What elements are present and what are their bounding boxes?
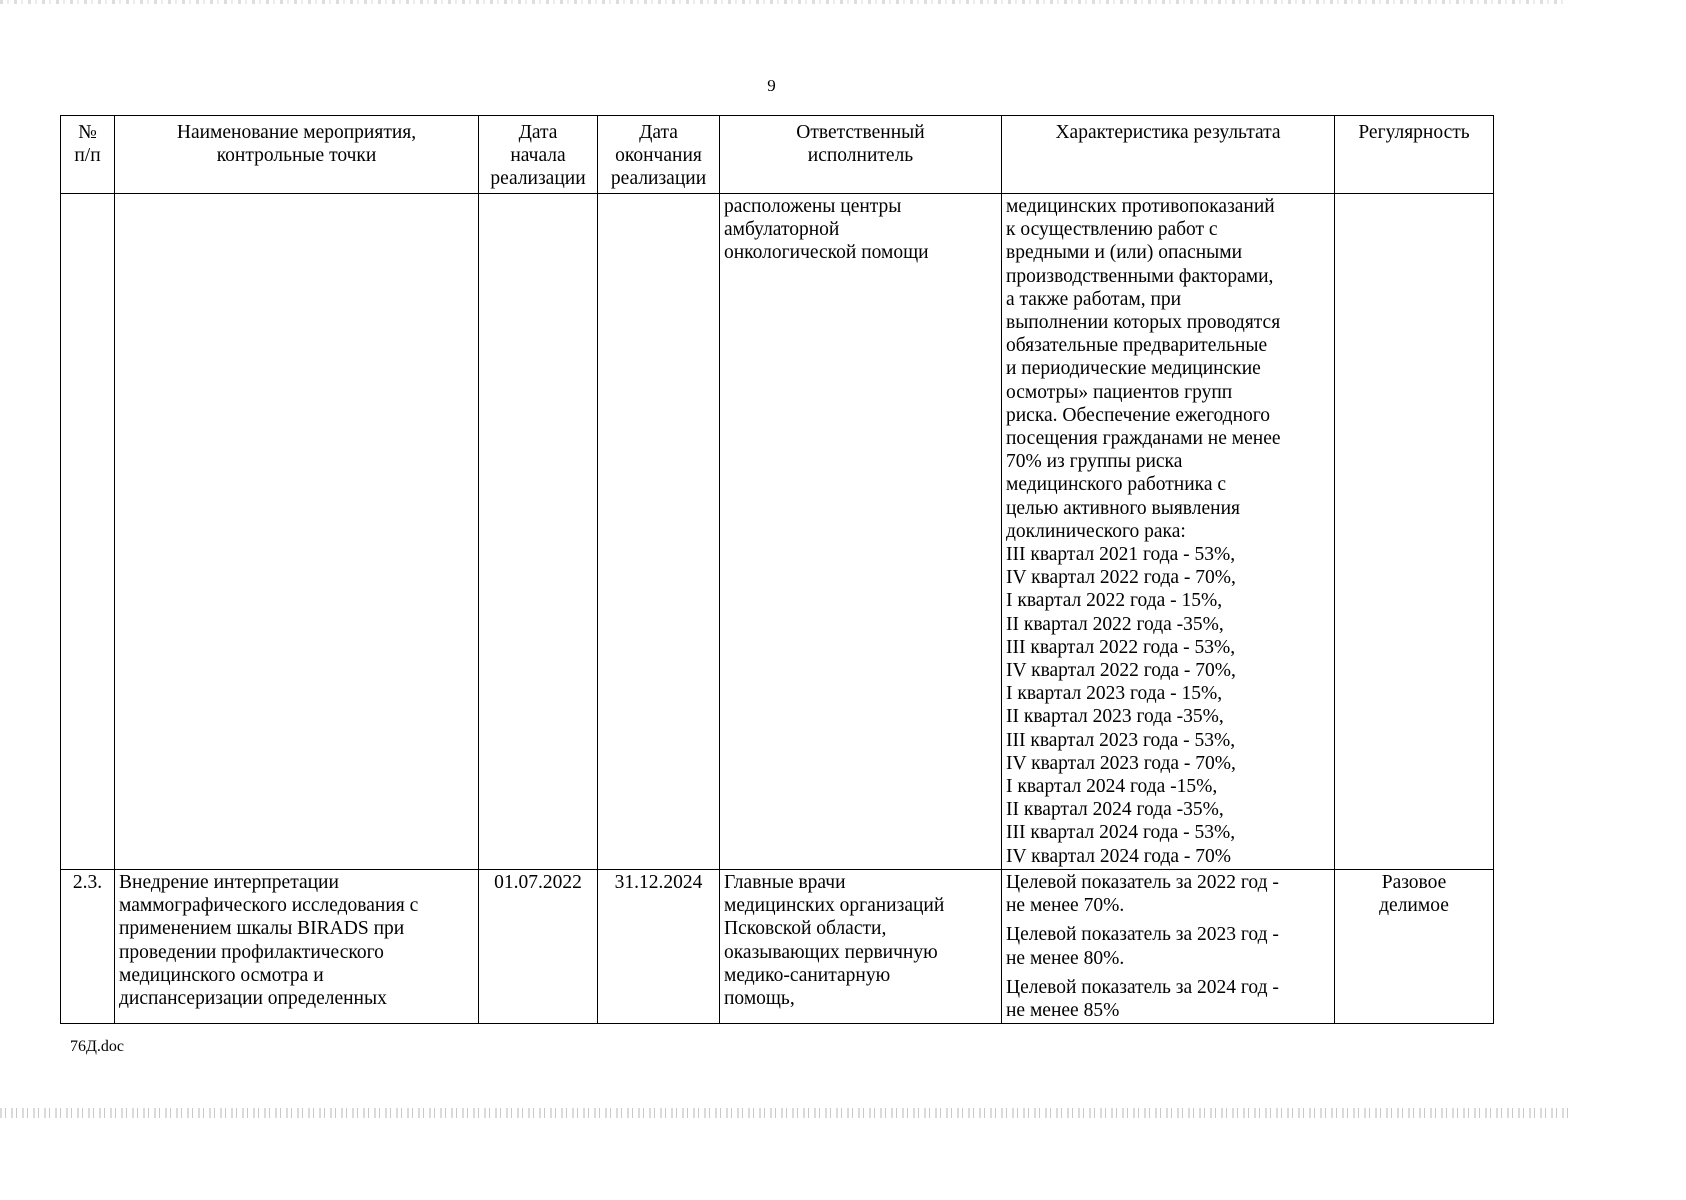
cell-responsible: Главные врачи медицинских организаций Псковской области, оказывающих первичную медико-санитарную помощь, — [720, 869, 1002, 1023]
scan-edge-top — [0, 0, 1568, 4]
table-row-2-3 — [61, 869, 1494, 1023]
cell-end-date — [598, 194, 720, 870]
measures-table — [60, 115, 1494, 1024]
result-paragraph-2023: Целевой показатель за 2023 год - не менее 80%. — [1006, 924, 1279, 969]
cell-regularity — [1335, 194, 1494, 870]
header-result: Характеристика результата — [1002, 116, 1335, 194]
cell-responsible: расположены центры амбулаторной онкологической помощи — [720, 194, 1002, 870]
header-regularity: Регулярность — [1335, 116, 1494, 194]
header-start-date: Дата начала реализации — [479, 116, 598, 194]
cell-regularity: Разовое делимое — [1335, 869, 1494, 1023]
cell-end-date: 31.12.2024 — [598, 869, 720, 1023]
cell-name — [115, 194, 479, 870]
cell-number: 2.3. — [61, 869, 115, 1023]
cell-number — [61, 194, 115, 870]
cell-result: медицинских противопоказаний к осуществлению работ с вредными и (или) опасными производственными факторами, а также работам, при выполнении которых проводятся обязательные предварительные и периодические медицинские осмотры» пациентов групп риска. Обеспечение ежегодного посещения гражданами не менее 70% из группы риска медицинского работника с целью активного выявления доклинического рака: III квартал 2021 года - 53%, IV квартал 2022 года - 70%, I квартал 2022 года - 15%, II квартал 2022 года -35%, III квартал 2022 года - 53%, IV квартал 2022 года - 70%, I квартал 2023 года - 15%, II квартал 2023 года -35%, III квартал 2023 года - 53%, IV квартал 2023 года - 70%, I квартал 2024 года -15%, II квартал 2024 года -35%, III квартал 2024 года - 53%, IV квартал 2024 года - 70% — [1002, 194, 1335, 870]
cell-name: Внедрение интерпретации маммографического исследования с применением шкалы BIRADS при проведении профилактического медицинского осмотра и диспансеризации определенных — [115, 869, 479, 1023]
cell-start-date: 01.07.2022 — [479, 869, 598, 1023]
table-row-continued — [61, 194, 1494, 870]
header-number: № п/п — [61, 116, 115, 194]
document-filename: 76Д.doc — [70, 1038, 125, 1055]
cell-start-date — [479, 194, 598, 870]
header-end-date: Дата окончания реализации — [598, 116, 720, 194]
result-paragraph-2024: Целевой показатель за 2024 год - не менее 85% — [1006, 976, 1279, 1021]
cell-result — [1002, 869, 1335, 1023]
page-number: 9 — [767, 76, 776, 95]
result-paragraph-2022: Целевой показатель за 2022 год - не менее 70%. — [1006, 871, 1279, 917]
table-header-row — [61, 116, 1494, 194]
scan-edge-bottom — [0, 1108, 1568, 1118]
header-name: Наименование мероприятия, контрольные точки — [115, 116, 479, 194]
header-responsible: Ответственный исполнитель — [720, 116, 1002, 194]
